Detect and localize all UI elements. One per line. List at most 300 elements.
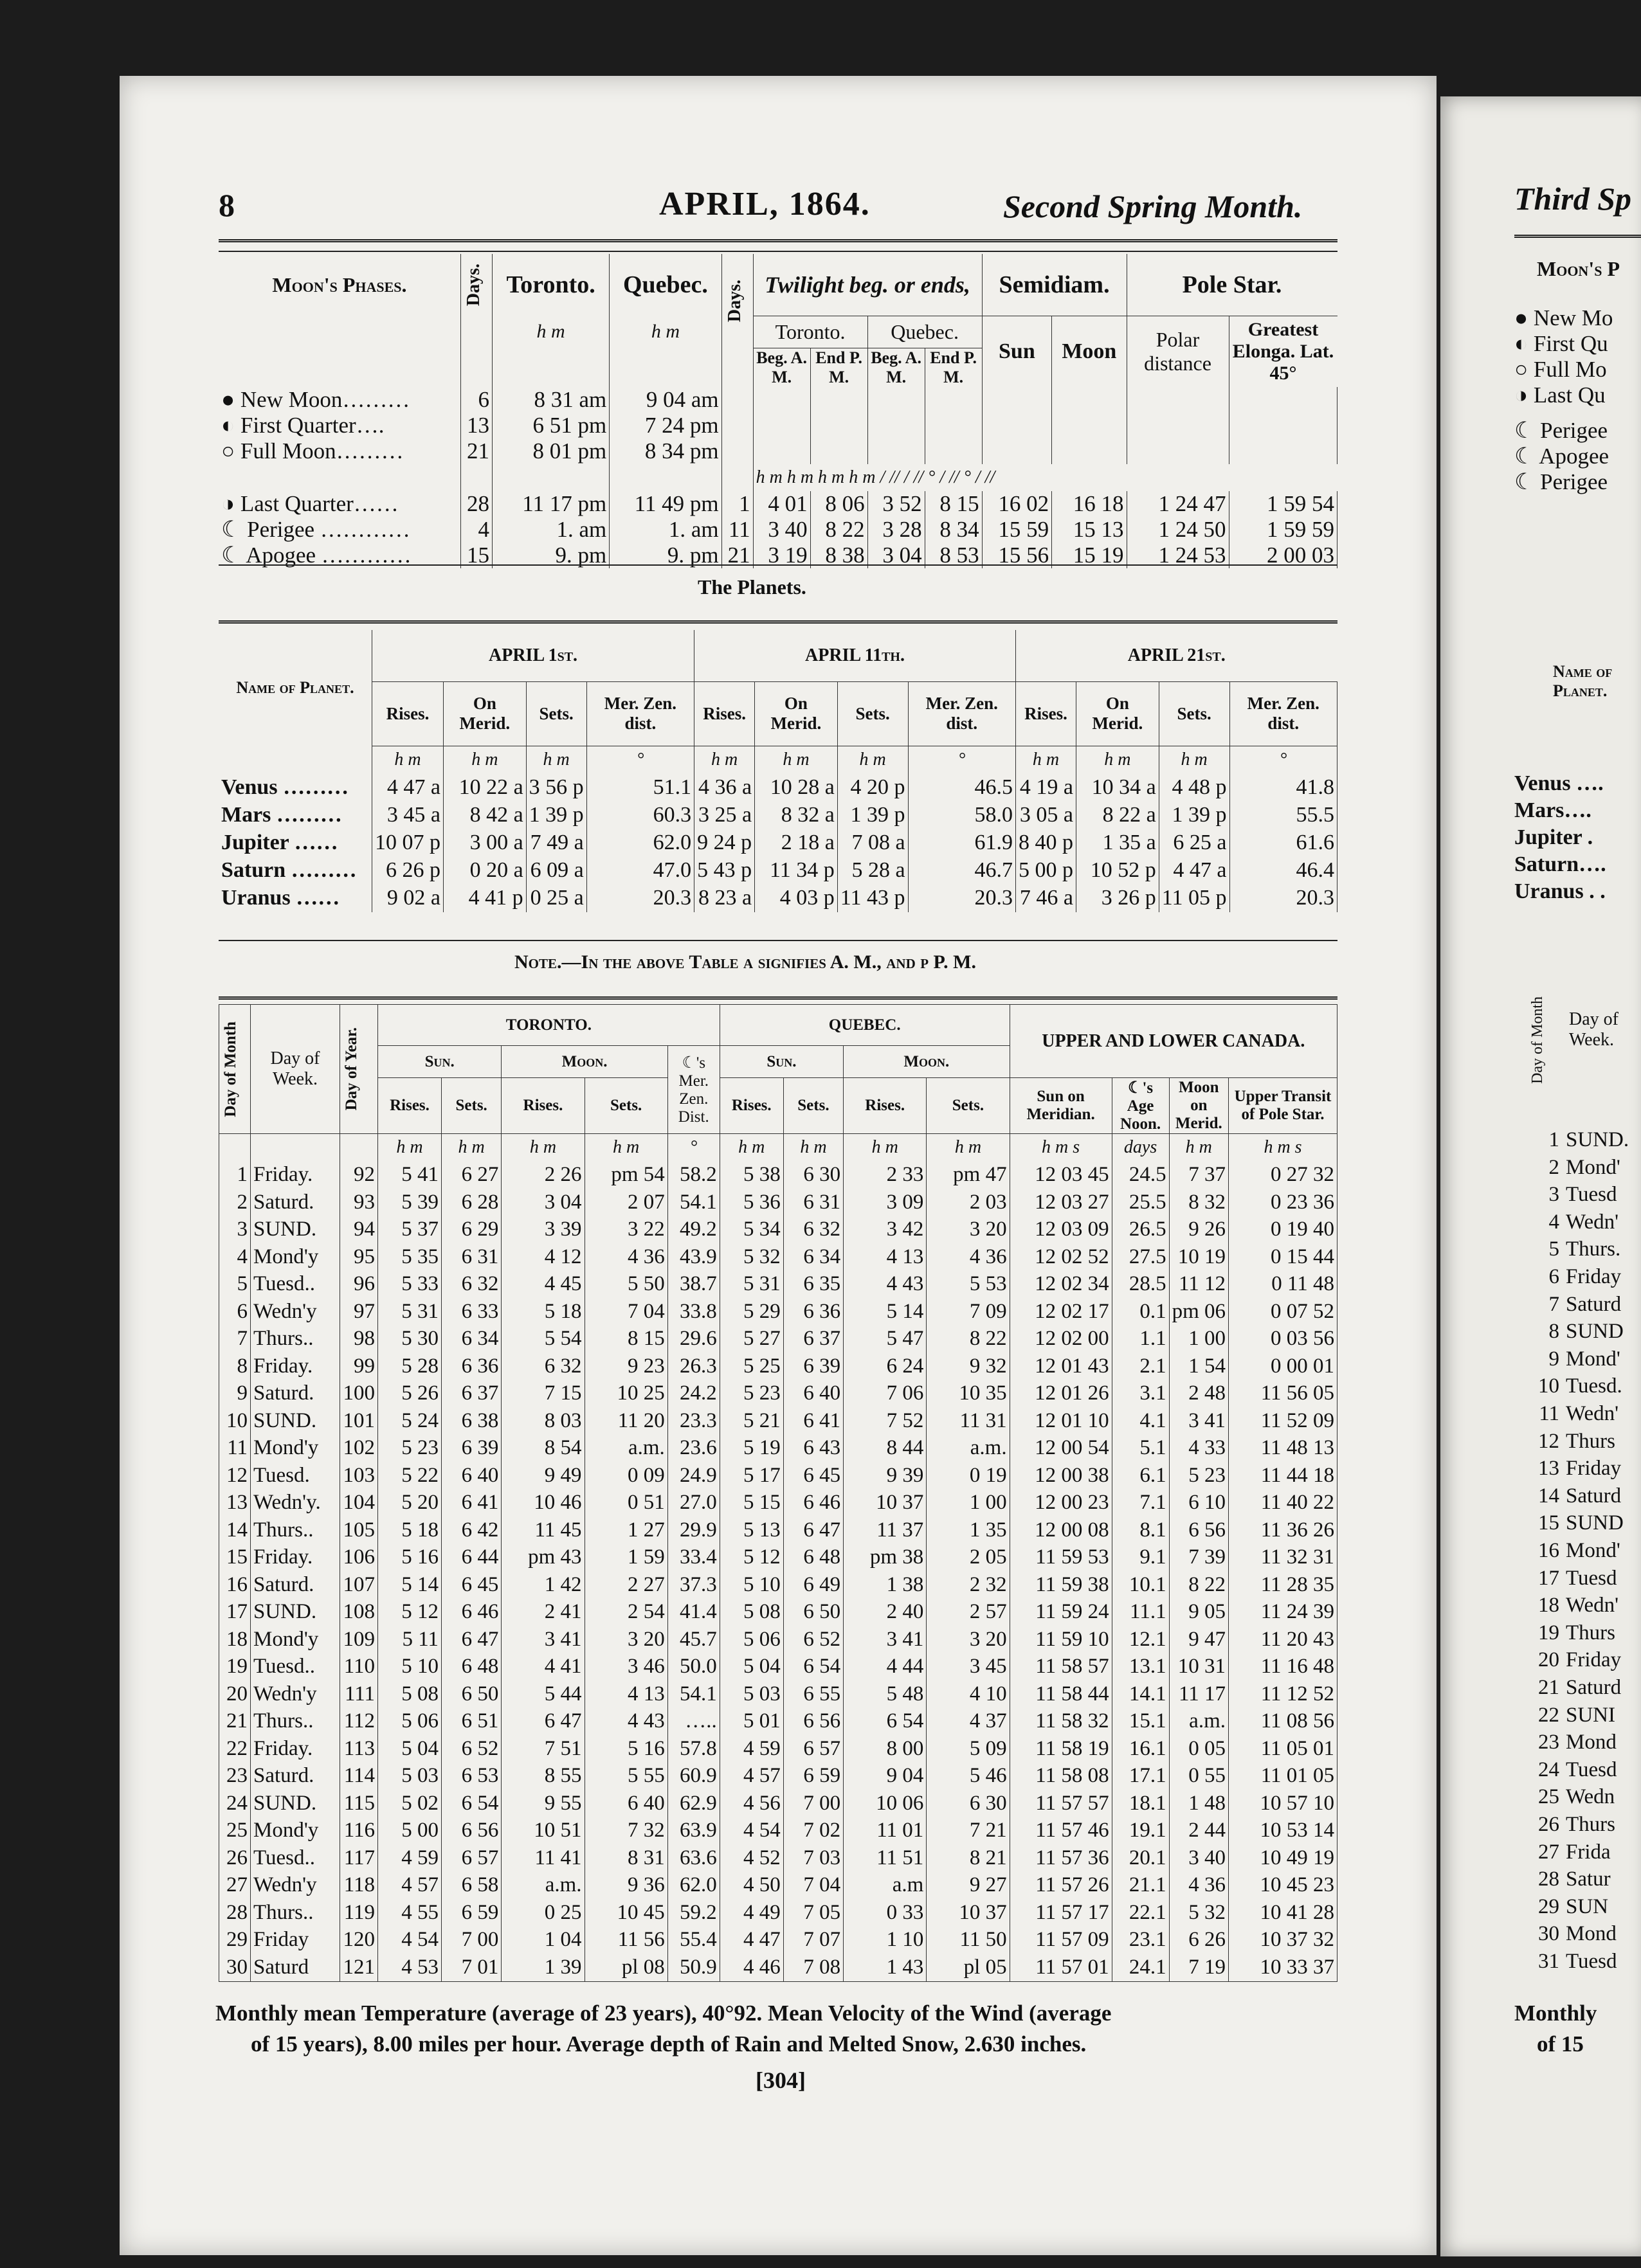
t-moon-rises: 8 03	[502, 1407, 585, 1435]
moon-mer-zen: 26.3	[667, 1353, 720, 1380]
t-moon-rises: 4 41	[502, 1653, 585, 1681]
calendar-top-rule	[219, 996, 1337, 1000]
planet-value: 20.3	[1229, 885, 1337, 912]
t-moon-sets: 4 43	[585, 1708, 667, 1736]
day-of-year: 111	[340, 1680, 378, 1708]
t-sun-sets: 6 29	[442, 1216, 502, 1244]
t-sun-sets: 6 46	[442, 1599, 502, 1626]
t-moon-sets: 3 20	[585, 1626, 667, 1653]
day-of-month: 28	[219, 1899, 251, 1927]
next-dow: Thurs	[1566, 1621, 1615, 1644]
next-dow: Frida	[1566, 1840, 1611, 1864]
q-sun-rises: 5 12	[720, 1544, 783, 1572]
phase-row	[219, 517, 1337, 543]
planet-value: 20.3	[908, 885, 1015, 912]
planet-value: 0 20 a	[444, 857, 527, 885]
next-dow: Tuesd.	[1566, 1374, 1622, 1398]
moon-age: 0.1	[1112, 1298, 1169, 1326]
q-moon-rises: 10 37	[844, 1490, 927, 1517]
planet-value: 3 45 a	[372, 802, 444, 829]
phase-name: ○ Full Moon………	[219, 438, 460, 464]
planet-unit: °	[586, 746, 694, 774]
canada-cal-head: UPPER AND LOWER CANADA.	[1010, 1005, 1337, 1078]
t-sun-sets: 6 33	[442, 1298, 502, 1326]
sun-on-meridian: 12 03 09	[1010, 1216, 1112, 1244]
sun-on-meridian: 12 00 08	[1010, 1516, 1112, 1544]
next-dow: SUND	[1566, 1320, 1624, 1344]
t-sun-rises: 5 06	[378, 1708, 442, 1736]
planet-value: 10 52 p	[1076, 857, 1159, 885]
q-moon-rises: 3 09	[844, 1189, 927, 1216]
planets-note: Note.—In the above Table a signifies A. M., and p P. M.	[514, 951, 976, 973]
tw-q-end: 8 53	[925, 543, 982, 568]
calendar-row	[219, 1462, 1337, 1490]
moon-mer-zen: 60.9	[667, 1763, 720, 1790]
day-of-month: 26	[219, 1844, 251, 1872]
calendar-row	[219, 1216, 1337, 1244]
t-sun-rises: 5 31	[378, 1298, 442, 1326]
moon-on-merid: 3 41	[1169, 1407, 1228, 1435]
planet-col-head: Rises.	[694, 681, 755, 746]
day-of-year: 102	[340, 1435, 378, 1462]
sun-on-meridian: 12 02 34	[1010, 1271, 1112, 1299]
t-moon-rises: 3 04	[502, 1189, 585, 1216]
planet-value: 1 35 a	[1076, 829, 1159, 857]
next-day: 3	[1548, 1183, 1559, 1207]
next-dow: Mond	[1566, 1922, 1617, 1946]
next-page-title: Third Sp	[1514, 181, 1632, 217]
phase-toronto: 11 17 pm	[492, 491, 609, 517]
t-sun-sets: 6 41	[442, 1490, 502, 1517]
day-of-week: Saturd.	[251, 1380, 340, 1408]
q-sun-sets: 6 49	[783, 1571, 843, 1599]
day-of-month: 2	[219, 1189, 251, 1216]
q-moon-rises: 11 37	[844, 1516, 927, 1544]
next-dow: SUNI	[1566, 1703, 1616, 1727]
q-sun-sets: 7 03	[783, 1844, 843, 1872]
day-of-month: 5	[219, 1271, 251, 1299]
planet-row	[219, 885, 1337, 912]
moon-phases-table	[219, 254, 1337, 568]
q-moon-sets: 9 27	[927, 1872, 1010, 1900]
tw-empty	[982, 413, 1052, 438]
t-sun-rises: 5 16	[378, 1544, 442, 1572]
day-of-month: 21	[219, 1708, 251, 1736]
t-moon-rises: 1 04	[502, 1927, 585, 1954]
tw-empty	[810, 413, 867, 438]
next-dow-head: Day of Week.	[1569, 1009, 1618, 1050]
t-sun-rises: 5 37	[378, 1216, 442, 1244]
group-april-1: APRIL 1st.	[372, 630, 694, 681]
phase-spacer	[219, 464, 460, 491]
planet-value: 11 05 p	[1159, 885, 1229, 912]
day-of-month: 12	[219, 1462, 251, 1490]
moon-mer-zen: 37.3	[667, 1571, 720, 1599]
q-sun-rises: 4 56	[720, 1790, 783, 1817]
next-dow: Wedn'	[1566, 1210, 1619, 1234]
quebec-sun-head: Sun.	[720, 1046, 843, 1078]
phase-toronto: 1. am	[492, 517, 609, 543]
t-moon-rises: 11 45	[502, 1516, 585, 1544]
t-sun-rises: 4 59	[378, 1844, 442, 1872]
pole-star-transit: 0 03 56	[1229, 1326, 1337, 1353]
moon-age: 6.1	[1112, 1462, 1169, 1490]
moon-on-merid: 4 36	[1169, 1872, 1228, 1900]
planet-name: Mars ………	[219, 802, 372, 829]
t-moon-rises: 5 44	[502, 1680, 585, 1708]
sun-on-meridian: 11 59 24	[1010, 1599, 1112, 1626]
next-day: 4	[1548, 1210, 1559, 1234]
planets-table	[219, 630, 1337, 912]
t-sun-sets: 6 50	[442, 1680, 502, 1708]
next-dow: Saturd	[1566, 1484, 1622, 1508]
q-sun-sets: 6 45	[783, 1462, 843, 1490]
moon-on-merid: 11 17	[1169, 1680, 1228, 1708]
pole-transit-head: Upper Transit of Pole Star.	[1229, 1078, 1337, 1134]
tw-t-end: 8 06	[810, 491, 867, 517]
day-of-month: 8	[219, 1353, 251, 1380]
pole-star-transit: 0 19 40	[1229, 1216, 1337, 1244]
next-day: 13	[1538, 1457, 1559, 1480]
t-moon-sets: a.m.	[585, 1435, 667, 1462]
moon-bottom-rule	[219, 564, 1337, 566]
day-of-year: 103	[340, 1462, 378, 1490]
moon-mer-zen: 55.4	[667, 1927, 720, 1954]
next-day: 7	[1548, 1292, 1559, 1316]
moon-mer-zen: 24.9	[667, 1462, 720, 1490]
pole-star-transit: 11 36 26	[1229, 1516, 1337, 1544]
moon-on-merid: 6 26	[1169, 1927, 1228, 1954]
sun-on-meridian: 12 01 43	[1010, 1353, 1112, 1380]
q-sun-rises: 4 46	[720, 1954, 783, 1981]
planet-name-head: Name of Planet.	[219, 630, 372, 746]
day-of-month: 11	[219, 1435, 251, 1462]
tw-empty	[721, 413, 753, 438]
pole-star-transit: 11 44 18	[1229, 1462, 1337, 1490]
next-phase: ◑ Last Qu	[1514, 382, 1606, 408]
moon-mer-zen: 57.8	[667, 1735, 720, 1763]
q-moon-rises: 11 01	[844, 1817, 927, 1845]
q-sun-rises: 4 47	[720, 1927, 783, 1954]
planet-value: 8 42 a	[444, 802, 527, 829]
planet-value: 7 49 a	[526, 829, 586, 857]
moon-on-merid: 7 37	[1169, 1162, 1228, 1189]
cal-unit: h m	[502, 1134, 585, 1162]
planet-row	[219, 774, 1337, 802]
day-of-month: 23	[219, 1763, 251, 1790]
q-moon-rises: 9 39	[844, 1462, 927, 1490]
tw-empty	[1052, 387, 1127, 413]
t-sun-rises: 4 57	[378, 1872, 442, 1900]
moon-age: 21.1	[1112, 1872, 1169, 1900]
tw-empty	[753, 413, 810, 438]
phase-name: ◑ Last Quarter……	[219, 491, 460, 517]
t-sun-rises: 5 30	[378, 1326, 442, 1353]
planet-unit: h m	[755, 746, 838, 774]
day-of-week: Saturd.	[251, 1189, 340, 1216]
tw-empty	[925, 413, 982, 438]
planet-unit-spacer	[219, 746, 372, 774]
day-of-month: 9	[219, 1380, 251, 1408]
tw-empty	[867, 413, 925, 438]
dom-head: Day of Month	[219, 1005, 251, 1134]
moon-mer-zen: 29.9	[667, 1516, 720, 1544]
doy-head: Day of Year.	[340, 1005, 378, 1134]
q-moon-rises: 10 06	[844, 1790, 927, 1817]
sun-on-meridian: 12 02 17	[1010, 1298, 1112, 1326]
cal-unit: h m	[585, 1134, 667, 1162]
tw-day: 21	[721, 543, 753, 568]
t-sun-rises: 5 41	[378, 1162, 442, 1189]
t-moon-sets-head: Sets.	[585, 1078, 667, 1134]
sun-on-meridian: 11 57 36	[1010, 1844, 1112, 1872]
phase-row	[219, 413, 1337, 438]
moon-mer-zen: 23.3	[667, 1407, 720, 1435]
moon-mer-zen: 62.0	[667, 1872, 720, 1900]
q-moon-sets: 4 37	[927, 1708, 1010, 1736]
sun-on-meridian: 11 58 32	[1010, 1708, 1112, 1736]
elongation: 2 00 03	[1229, 543, 1337, 568]
t-moon-rises: 5 18	[502, 1298, 585, 1326]
t-sun-sets: 6 36	[442, 1353, 502, 1380]
t-sun-sets: 6 51	[442, 1708, 502, 1736]
pole-star-transit: 11 01 05	[1229, 1763, 1337, 1790]
pole-star-transit: 10 41 28	[1229, 1899, 1337, 1927]
moon-age: 13.1	[1112, 1653, 1169, 1681]
elongation: 1 59 59	[1229, 517, 1337, 543]
q-sun-sets: 6 37	[783, 1326, 843, 1353]
planet-col-head: On Merid.	[1076, 681, 1159, 746]
planet-value: 10 28 a	[755, 774, 838, 802]
next-planet-head: Name of Planet.	[1553, 662, 1613, 700]
sun-semidiam-head: Sun	[982, 316, 1052, 387]
q-moon-rises: 8 44	[844, 1435, 927, 1462]
dow-head: Day of Week.	[251, 1005, 340, 1134]
day-of-year: 104	[340, 1490, 378, 1517]
next-phase: ○ Full Mo	[1514, 357, 1607, 382]
q-moon-rises: 4 44	[844, 1653, 927, 1681]
planet-value: 46.5	[908, 774, 1015, 802]
t-moon-sets: 8 31	[585, 1844, 667, 1872]
phase-day: 15	[460, 543, 492, 568]
moon-mer-zen: 54.1	[667, 1680, 720, 1708]
calendar-row	[219, 1571, 1337, 1599]
q-sun-sets: 6 31	[783, 1189, 843, 1216]
t-moon-sets: 1 27	[585, 1516, 667, 1544]
q-sun-sets: 6 55	[783, 1680, 843, 1708]
next-page-fragment	[1440, 96, 1641, 2256]
semidiam-moon: 15 13	[1052, 517, 1127, 543]
cal-unit: h m s	[1229, 1134, 1337, 1162]
t-moon-sets: 4 13	[585, 1680, 667, 1708]
q-sun-sets: 7 04	[783, 1872, 843, 1900]
day-of-week: Saturd	[251, 1954, 340, 1981]
planet-unit: °	[908, 746, 1015, 774]
planet-row	[219, 829, 1337, 857]
q-moon-sets: 1 35	[927, 1516, 1010, 1544]
phase-day: 13	[460, 413, 492, 438]
day-of-year: 116	[340, 1817, 378, 1845]
q-moon-sets: 2 03	[927, 1189, 1010, 1216]
phase-spacer	[460, 464, 492, 491]
day-of-month: 30	[219, 1954, 251, 1981]
t-moon-rises: 9 55	[502, 1790, 585, 1817]
planet-value: 8 32 a	[755, 802, 838, 829]
t-moon-sets: 8 15	[585, 1326, 667, 1353]
next-day: 28	[1538, 1868, 1559, 1891]
next-dow: Wedn	[1566, 1785, 1615, 1809]
header-rule	[219, 239, 1337, 242]
next-dow: SUND	[1566, 1511, 1624, 1535]
calendar-row	[219, 1435, 1337, 1462]
planet-name: Uranus ……	[219, 885, 372, 912]
q-moon-rises: 11 51	[844, 1844, 927, 1872]
moon-mer-zen: 50.0	[667, 1653, 720, 1681]
pole-star-transit: 11 24 39	[1229, 1599, 1337, 1626]
phase-name: ● New Moon………	[219, 387, 460, 413]
q-sun-rises: 5 38	[720, 1162, 783, 1189]
planet-value: 6 09 a	[526, 857, 586, 885]
cal-unit-spacer	[251, 1134, 340, 1162]
moon-on-merid: 2 48	[1169, 1380, 1228, 1408]
tw-empty	[810, 438, 867, 464]
moon-age: 18.1	[1112, 1790, 1169, 1817]
next-day: 14	[1538, 1484, 1559, 1508]
q-sun-rises: 5 06	[720, 1626, 783, 1653]
calendar-row	[219, 1599, 1337, 1626]
t-sun-sets: 6 31	[442, 1243, 502, 1271]
q-sun-sets: 7 02	[783, 1817, 843, 1845]
q-moon-rises: 1 43	[844, 1954, 927, 1981]
moon-mer-zen: 54.1	[667, 1189, 720, 1216]
day-of-year: 99	[340, 1353, 378, 1380]
calendar-row	[219, 1298, 1337, 1326]
day-of-year: 121	[340, 1954, 378, 1981]
tw-beg-quebec: Beg. A. M.	[867, 348, 925, 387]
semidiam-sun: 16 02	[982, 491, 1052, 517]
pole-star-transit: 11 08 56	[1229, 1708, 1337, 1736]
phase-quebec: 1. am	[610, 517, 721, 543]
pole-star-transit: 11 12 52	[1229, 1680, 1337, 1708]
t-moon-sets: pm 54	[585, 1162, 667, 1189]
calendar-row	[219, 1817, 1337, 1845]
day-of-year: 115	[340, 1790, 378, 1817]
q-moon-sets: pl 05	[927, 1954, 1010, 1981]
q-sun-sets: 6 57	[783, 1735, 843, 1763]
moon-mer-zen: 29.6	[667, 1326, 720, 1353]
day-of-week: Wedn'y.	[251, 1490, 340, 1517]
planet-col-head: Rises.	[1015, 681, 1076, 746]
t-moon-rises: 9 49	[502, 1462, 585, 1490]
t-sun-sets: 6 38	[442, 1407, 502, 1435]
planet-unit: h m	[444, 746, 527, 774]
calendar-row	[219, 1271, 1337, 1299]
pole-star-transit: 11 56 05	[1229, 1380, 1337, 1408]
t-moon-rises: 3 41	[502, 1626, 585, 1653]
toronto-moon-head: Moon.	[502, 1046, 667, 1078]
t-moon-sets: 6 40	[585, 1790, 667, 1817]
pole-star-transit: 11 40 22	[1229, 1490, 1337, 1517]
next-dow: Satur	[1566, 1868, 1611, 1891]
t-moon-sets: 2 07	[585, 1189, 667, 1216]
planets-top-rule	[219, 620, 1337, 624]
cal-unit: h m	[1169, 1134, 1228, 1162]
day-of-week: Tuesd.	[251, 1462, 340, 1490]
planets-section-title: The Planets.	[698, 575, 806, 598]
q-sun-rises: 4 59	[720, 1735, 783, 1763]
planet-col-head: Sets.	[837, 681, 908, 746]
q-moon-rises: 6 24	[844, 1353, 927, 1380]
q-moon-sets: 1 00	[927, 1490, 1010, 1517]
sun-on-meridian: 12 00 38	[1010, 1462, 1112, 1490]
tw-toronto-head: Toronto.	[753, 316, 867, 348]
day-of-year: 97	[340, 1298, 378, 1326]
toronto-cal-head: TORONTO.	[378, 1005, 720, 1046]
planet-name: Jupiter ……	[219, 829, 372, 857]
q-moon-sets: 2 32	[927, 1571, 1010, 1599]
sun-on-meridian: 12 02 52	[1010, 1243, 1112, 1271]
tw-q-beg: 3 04	[867, 543, 925, 568]
t-sun-sets: 6 45	[442, 1571, 502, 1599]
q-moon-sets: 11 31	[927, 1407, 1010, 1435]
planet-unit: h m	[694, 746, 755, 774]
q-moon-rises: 7 06	[844, 1380, 927, 1408]
day-of-year: 114	[340, 1763, 378, 1790]
q-moon-sets-head: Sets.	[927, 1078, 1010, 1134]
moon-mer-zen: 33.4	[667, 1544, 720, 1572]
planet-col-head: Mer. Zen. dist.	[908, 681, 1015, 746]
planet-value: 9 02 a	[372, 885, 444, 912]
planet-value: 8 23 a	[694, 885, 755, 912]
phase-day: 21	[460, 438, 492, 464]
moon-mer-zen: 63.6	[667, 1844, 720, 1872]
planet-value: 7 46 a	[1015, 885, 1076, 912]
moon-age: 8.1	[1112, 1516, 1169, 1544]
moon-age: 17.1	[1112, 1763, 1169, 1790]
moon-age: 11.1	[1112, 1599, 1169, 1626]
q-sun-rises: 5 25	[720, 1353, 783, 1380]
tw-t-beg: 3 19	[753, 543, 810, 568]
sun-on-meridian: 11 59 10	[1010, 1626, 1112, 1653]
planet-value: 41.8	[1229, 774, 1337, 802]
t-sun-rises: 5 23	[378, 1435, 442, 1462]
t-sun-rises: 5 26	[378, 1380, 442, 1408]
sun-meridian-head: Sun on Meridian.	[1010, 1078, 1112, 1134]
day-of-week: Mond'y	[251, 1626, 340, 1653]
planet-col-head: Rises.	[372, 681, 444, 746]
day-of-week: Friday.	[251, 1735, 340, 1763]
moon-on-merid: 6 10	[1169, 1490, 1228, 1517]
tw-empty	[810, 387, 867, 413]
moon-on-merid: 8 22	[1169, 1571, 1228, 1599]
t-moon-sets: 11 20	[585, 1407, 667, 1435]
moon-semidiam-head: Moon	[1052, 316, 1127, 387]
moon-mer-zen: 59.2	[667, 1899, 720, 1927]
quebec-cal-head: QUEBEC.	[720, 1005, 1010, 1046]
q-sun-sets: 6 47	[783, 1516, 843, 1544]
footer-line-2: of 15 years), 8.00 miles per hour. Average depth of Rain and Melted Snow, 2.630 inches.	[251, 2031, 1087, 2056]
t-moon-rises-head: Rises.	[502, 1078, 585, 1134]
day-of-week: Friday.	[251, 1544, 340, 1572]
phase-day: 6	[460, 387, 492, 413]
q-moon-rises: a.m	[844, 1872, 927, 1900]
tw-empty	[925, 438, 982, 464]
t-moon-sets: 2 54	[585, 1599, 667, 1626]
q-sun-rises: 5 10	[720, 1571, 783, 1599]
q-moon-sets: 4 10	[927, 1680, 1010, 1708]
day-of-week: Mond'y	[251, 1243, 340, 1271]
q-sun-rises: 5 13	[720, 1516, 783, 1544]
